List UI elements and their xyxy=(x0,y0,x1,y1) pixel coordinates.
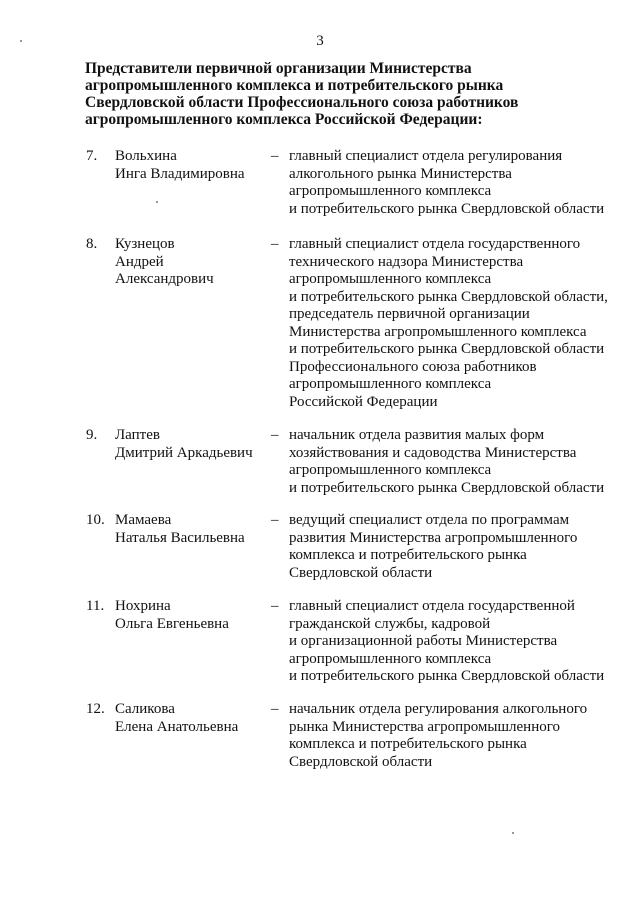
member-name xyxy=(115,512,245,547)
entry-number: 11. xyxy=(86,598,105,614)
position-line: главный специалист отдела государственного xyxy=(289,236,581,252)
position-line: агропромышленного комплекса xyxy=(289,462,492,478)
heading-line: Свердловской области Профессионального союза работников xyxy=(85,94,519,111)
name-line: Саликова xyxy=(115,701,175,717)
member-position xyxy=(289,598,604,686)
dash-separator: – xyxy=(271,148,279,164)
dash-separator: – xyxy=(271,512,279,528)
position-line: ведущий специалист отдела по программам xyxy=(289,512,570,528)
position-line: Министерства агропромышленного комплекса xyxy=(289,323,587,340)
dash-separator: – xyxy=(271,236,279,252)
member-position xyxy=(289,512,577,582)
position-line: технического надзора Министерства xyxy=(289,253,524,270)
name-line: Андрей xyxy=(115,253,164,270)
dash-separator: – xyxy=(271,598,279,614)
dash-separator: – xyxy=(271,427,279,443)
dash-separator: – xyxy=(271,701,279,717)
position-line: и организационной работы Министерства xyxy=(289,633,558,649)
position-line: агропромышленного комплекса xyxy=(289,183,492,199)
position-line: агропромышленного комплекса xyxy=(289,271,492,287)
member-name xyxy=(115,427,253,462)
position-line: развития Министерства агропромышленного xyxy=(289,529,578,546)
position-line: и потребительского рынка Свердловской области xyxy=(289,668,605,684)
scan-speck xyxy=(20,40,22,42)
position-line: и потребительского рынка Свердловской области xyxy=(289,341,605,357)
member-position xyxy=(289,148,604,218)
heading-line: Представители первичной организации Министерства xyxy=(85,60,472,77)
scan-speck xyxy=(512,832,514,834)
heading-line: агропромышленного комплекса и потребительского рынка xyxy=(85,77,504,94)
position-line: хозяйствования и садоводства Министерства xyxy=(289,444,577,461)
page-number: 3 xyxy=(316,33,324,49)
name-line: Кузнецов xyxy=(115,236,175,252)
name-line: Нохрина xyxy=(115,598,171,614)
section-heading xyxy=(85,60,585,128)
member-position xyxy=(289,701,587,771)
name-line: Инга Владимировна xyxy=(115,165,245,182)
member-position xyxy=(289,236,608,411)
name-line: Ольга Евгеньевна xyxy=(115,615,229,632)
name-line: Лаптев xyxy=(115,427,160,443)
position-line: главный специалист отдела государственной xyxy=(289,598,575,614)
position-line: и потребительского рынка Свердловской области, xyxy=(289,288,608,305)
position-line: начальник отдела регулирования алкогольного xyxy=(289,701,588,717)
member-name xyxy=(115,701,238,736)
position-line: рынка Министерства агропромышленного xyxy=(289,718,561,735)
position-line: главный специалист отдела регулирования xyxy=(289,148,563,164)
position-line: председатель первичной организации xyxy=(289,306,530,322)
scan-speck xyxy=(156,201,158,203)
entry-number: 9. xyxy=(86,427,98,443)
name-line: Елена Анатольевна xyxy=(115,718,239,735)
position-line: агропромышленного комплекса xyxy=(289,376,492,392)
position-line: гражданской службы, кадровой xyxy=(289,615,491,632)
position-line: комплекса и потребительского рынка xyxy=(289,547,527,563)
position-line: Свердловской области xyxy=(289,753,433,770)
position-line: алкогольного рынка Министерства xyxy=(289,165,512,182)
position-line: Профессионального союза работников xyxy=(289,358,537,375)
entry-number: 12. xyxy=(86,701,105,717)
entry-number: 7. xyxy=(86,148,98,164)
name-line: Наталья Васильевна xyxy=(115,529,245,546)
member-position xyxy=(289,427,604,497)
position-line: Российской Федерации xyxy=(289,393,438,410)
member-name xyxy=(115,148,245,183)
name-line: Вольхина xyxy=(115,148,177,164)
position-line: агропромышленного комплекса xyxy=(289,650,492,667)
name-line: Александрович xyxy=(115,271,214,287)
position-line: комплекса и потребительского рынка xyxy=(289,736,527,752)
position-line: начальник отдела развития малых форм xyxy=(289,427,545,443)
position-line: и потребительского рынка Свердловской области xyxy=(289,200,605,217)
member-name xyxy=(115,598,229,633)
entry-number: 10. xyxy=(86,512,105,528)
heading-line: агропромышленного комплекса Российской Федерации: xyxy=(85,111,483,128)
entry-number: 8. xyxy=(86,236,98,252)
member-name xyxy=(115,236,214,289)
name-line: Дмитрий Аркадьевич xyxy=(115,444,253,461)
position-line: и потребительского рынка Свердловской области xyxy=(289,479,605,496)
position-line: Свердловской области xyxy=(289,564,433,581)
name-line: Мамаева xyxy=(115,512,172,528)
